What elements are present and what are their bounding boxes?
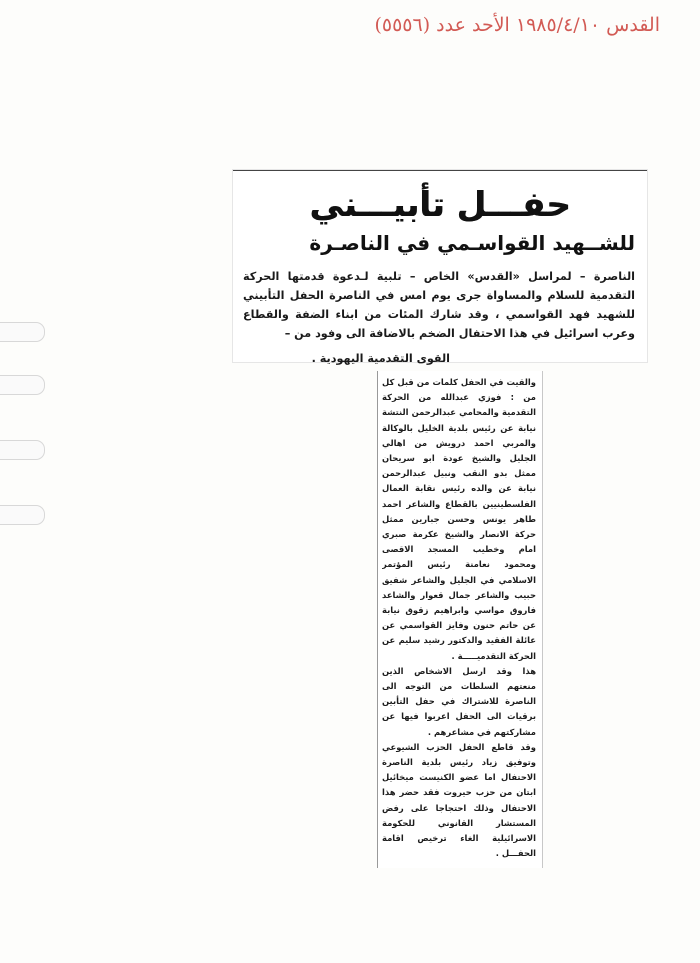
punch-hole: [0, 322, 45, 342]
body-paragraph: هذا وقد ارسل الاشخاص الذين منعتهم السلطات من التوجه الى الناصرة للاشتراك في حفل التأبين برقيات الى الحفل اعربوا فيها عن مشاركتهم في مشاعرهم .: [382, 665, 536, 737]
article-body-text: [382, 375, 536, 865]
body-paragraph: والقيت في الحفل كلمات من قبل كل من : فوزي عبدالله من الحركة التقدمية والمحامي عبدالرحمن النتشة نيابة عن رئيس بلدية الخليل بالوكالة والمربي احمد درويش من اهالي الجليل والشيخ عودة ابو سريحان ممثل بدو النقب ونبيل عبدالرحمن نيابة عن والده رئيس نقابة العمال الفلسطينيين بالقطاع والشاعر احمد طاهر يونس وحسن جبارين ممثل حركة الانصار والشيخ عكرمة صبري امام وخطيب المسجد الاقصى ومحمود نعامنة رئيس المؤتمر الاسلامي في الجليل والشاعر شفيق حبيب والشاعر جمال قعوار والشاعد فاروق مواسي وابراهيم زقوق نيابة عن حاتم حنون وفايز القواسمي عن عائلة الفقيد والدكتور رشيد سليم عن الحركة التقدميـــــة .: [382, 377, 536, 661]
article-lead-continuation: القوى التقدمية اليهودية .: [311, 352, 450, 365]
article-lead-paragraph: الناصرة – لمراسل «القدس» الخاص – تلبية لـدعوة قدمتها الحركة التقدمية للسلام والمساواة جرى يوم امس في الناصرة الحفل التأبيني للشهيد فهد القواسمي ، وقد شارك المئات من ابناء الضفة والقطاع وعرب اسرائيل في هذا الاحتفال الضخم بالاضافة الى وفود من –: [243, 270, 635, 340]
punch-hole: [0, 375, 45, 395]
handwritten-source-note: القدس ١٩٨٥/٤/١٠ الأحد عدد (٥٥٥٦): [374, 14, 660, 36]
body-paragraph: وقد قاطع الحفل الحزب الشيوعي وتوفيق زياد رئيس بلدية الناصرة الاحتفال اما عضو الكنيست ميخائيل ابتان من حزب حيروت فقد حضر هذا الاحتفال وذلك احتجاجا على رفض المستشار القانوني للحكومة الاسرائيلية الغاء ترخيص اقامة الحفـــل .: [382, 741, 536, 859]
punch-hole: [0, 505, 45, 525]
article-subheadline: للشــهيد القواسـمي في الناصـرة: [309, 231, 635, 255]
article-body-column: [377, 371, 543, 868]
punch-hole: [0, 440, 45, 460]
article-headline: حفـــل تأبيـــني: [309, 185, 571, 225]
article-header-clipping: [233, 170, 647, 362]
